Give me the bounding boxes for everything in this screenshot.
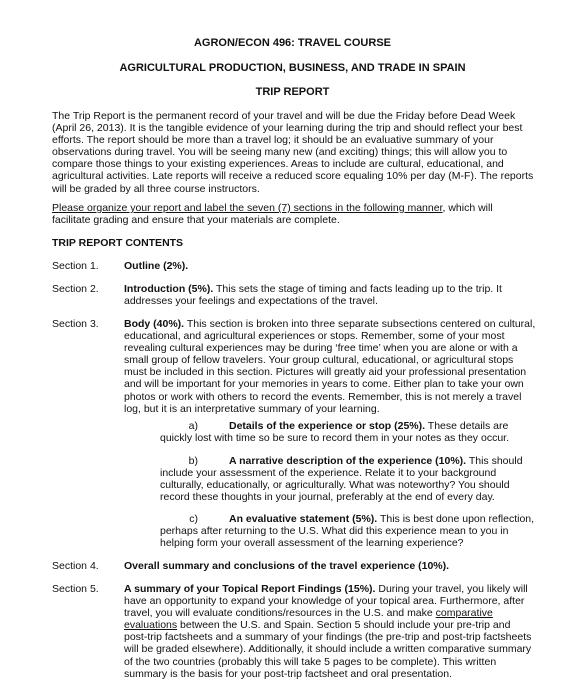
subsection-c-letter: c) bbox=[189, 513, 198, 525]
subsection-b-title: A narrative description of the experience (10%). bbox=[229, 455, 467, 467]
subsection-c-title: An evaluative statement (5%). bbox=[229, 513, 378, 525]
subsection-c bbox=[160, 513, 536, 549]
subsection-b-letter: b) bbox=[188, 455, 198, 467]
section-3-text: This section is broken into three separate subsections centered on cultural, educational, and agricultural experiences or stops. Remember, some of your most revealing cultural experiences may be during ‘free time’ when you are alone or with a small group of fellow travelers. Your group cultural, educational, or agricultural stops must be included in this section. Pictures will greatly aid your professional presentation and will be important for your memories in years to come. Either plan to take your own photos or work with others to record the events. Remember, this is not merely a travel log, but it is an interpretative summary of your learning. bbox=[124, 318, 536, 415]
section-3-body bbox=[124, 318, 536, 415]
subsection-a bbox=[160, 420, 536, 444]
section-5-body bbox=[124, 583, 536, 680]
subsection-b-text: This should include your assessment of the experience. Relate it to your background culturally, educationally, or agriculturally. What was noteworthy? You should record these thoughts in your journal, preferably at the end of every day. bbox=[160, 455, 523, 504]
subsection-c-text: This is best done upon reflection, perhaps after returning to the U.S. What did this experience mean to you in helping form your overall assessment of the learning experience? bbox=[160, 513, 535, 550]
section-1-label: Section 1. bbox=[52, 260, 99, 272]
intro-paragraph: The Trip Report is the permanent record of your travel and will be due the Friday before Dead Week (April 26, 2013). It is the tangible evidence of your learning during the trip and should reflect your best efforts. The report should be more than a travel log; it should be an evaluative summary of your observations during travel. You will be seeing many new (and exciting) things; this will allow you to compare those things to your existing experiences. Areas to include are cultural, educational, and agricultural activities. Late reports will receive a reduced score equaling 10% per day (M-F). The reports will be graded by all three course instructors. bbox=[52, 110, 534, 195]
subsection-a-letter: a) bbox=[188, 420, 198, 432]
subsection-b bbox=[160, 455, 536, 503]
organize-paragraph bbox=[52, 202, 534, 226]
section-3-label: Section 3. bbox=[52, 318, 99, 330]
section-2-label: Section 2. bbox=[52, 283, 99, 295]
section-1-title: Outline (2%). bbox=[124, 260, 189, 272]
section-3-title: Body (40%). bbox=[124, 318, 185, 330]
section-2-text: This sets the stage of timing and facts leading up to the trip. It addresses your feelings and expectations of the travel. bbox=[124, 283, 502, 308]
course-heading: AGRON/ECON 496: TRAVEL COURSE bbox=[193, 37, 391, 49]
contents-heading: TRIP REPORT CONTENTS bbox=[52, 237, 184, 249]
section-2-body bbox=[124, 283, 536, 307]
organize-rest: , which will facilitate grading and ensure that your materials are complete. bbox=[52, 202, 493, 227]
section-4-body bbox=[124, 560, 536, 572]
organize-underlined: Please organize your report and label the seven (7) sections in the following manner bbox=[52, 202, 443, 214]
section-5-text-2: between the U.S. and Spain. Section 5 should include your pre-trip and post-trip factsheets and a summary of your findings (the pre-trip and post-trip factsheets will be graded elsewhere). Additionally, it should include a written comparative summary of the two countries (probably this will take 5 pages to be complete). This written summary is the basis for your post-trip factsheet and oral presentation. bbox=[124, 619, 532, 680]
section-5-label: Section 5. bbox=[52, 583, 99, 595]
section-5-text-1: During your travel, you likely will have an opportunity to expand your knowledge of your topical area. Furthermore, after travel, you will evaluate conditions/resources in the U.S. and make bbox=[124, 583, 528, 620]
section-5-underlined: comparative evaluations bbox=[124, 607, 493, 632]
section-5-title: A summary of your Topical Report Findings (15%). bbox=[124, 583, 376, 595]
section-4-title: Overall summary and conclusions of the travel experience (10%). bbox=[124, 560, 450, 572]
section-1-body bbox=[124, 260, 536, 272]
subsection-a-title: Details of the experience or stop (25%). bbox=[229, 420, 426, 432]
course-subtitle: AGRICULTURAL PRODUCTION, BUSINESS, AND TRADE IN SPAIN bbox=[119, 62, 466, 74]
section-2-title: Introduction (5%). bbox=[124, 283, 214, 295]
section-4-label: Section 4. bbox=[52, 560, 99, 572]
subsection-a-text: These details are quickly lost with time so be sure to record them in your notes as they occur. bbox=[160, 420, 509, 445]
page-title: TRIP REPORT bbox=[255, 86, 330, 98]
